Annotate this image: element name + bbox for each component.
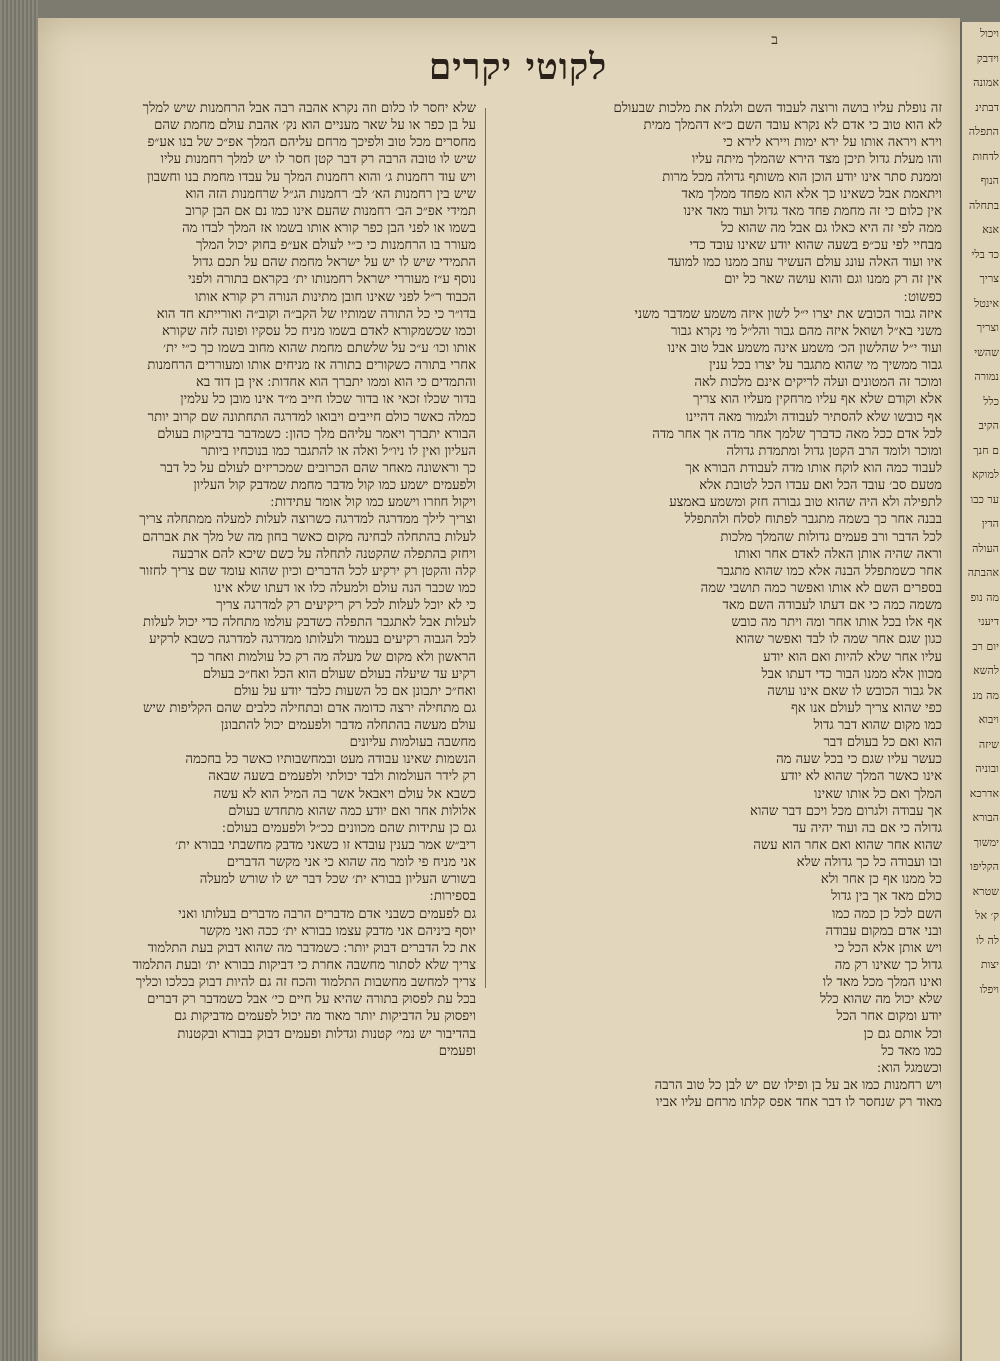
- text-line: בשורש העליון בבורא ית׳ שכל דבר יש לו שורש למעלה: [199, 872, 476, 888]
- text-line: את כל הדברים דבוק יותר ׃ כשמדבר מה שהוא דבוק בעת התלמוד: [147, 940, 476, 956]
- adjacent-page-fragment: למוקא: [972, 468, 999, 481]
- text-line: נוסף ע״ז מעוררי ישראל רחמנותו ית׳ בקראם בתורה ולפני: [188, 272, 476, 288]
- book-binding-edge: [0, 0, 38, 1361]
- text-line: גם מתחילה ירצה כדומה אדם ובתחילה כלבים שהם הקליפות שיש: [143, 700, 476, 716]
- adjacent-page-fragment: דיעני: [978, 615, 999, 628]
- text-line: הוא ואם כל בעולם דבר: [823, 735, 942, 751]
- text-line: אל גבור הכובש לו שאם אינו עושה: [767, 683, 942, 699]
- text-line: מטעם סב׳ עובד הכל ואם עבדו הכל לטובת אלא: [699, 478, 942, 494]
- left-column: [58, 100, 476, 1060]
- text-line: וירא ויראה אותו על ירא ימות ויירא לירא כי: [722, 135, 942, 151]
- text-line: ריב״ש אמר בענין עובדא זו כשאני מדבק מחשבתי בבורא ית׳: [175, 838, 476, 854]
- text-line: בספרים השם לא אותו ואפשר כמה תושבי שמה: [700, 580, 942, 596]
- text-line: כגון שגם אחר שמה לו לבד ואפשר שהוא: [735, 632, 942, 648]
- adjacent-page-fragment: הבורא: [972, 811, 999, 824]
- text-line: לא הוא טוב כי אדם לא נקרא עובד השם כ״א דהמלך ממית: [643, 118, 942, 134]
- text-line: שלא יחסר לו כלום וזה נקרא אהבה רבה אבל הרחמנות שיש למלך: [142, 101, 476, 116]
- text-line: כך וראשונה מאחר שהם הכרובים שמכריזים לעולם על כל דבר: [160, 460, 476, 476]
- text-line: כמו מאד כל: [881, 1043, 942, 1059]
- text-line: עולם מעשה בהתחלה מדבר ולפעמים יכול להתבונן: [220, 718, 476, 734]
- adjacent-page-fragment: צריך: [979, 272, 999, 285]
- adjacent-page-fragment: נמורה: [974, 370, 999, 383]
- adjacent-page-fragment: אהבתה: [967, 566, 999, 579]
- text-line: אין זה רק ממנו וגם והוא עושה שאר כל יום: [724, 272, 942, 288]
- text-line: משני בא״ל ושואל איזה מהם גבור והל״ל מי נקרא גבור: [671, 323, 942, 339]
- text-line: אלולות אחר ואם יודע כמה שהוא מתחדש בעולם: [228, 803, 476, 819]
- text-line: שהוא אחר שהוא ואם אחר הוא עשה: [753, 838, 942, 854]
- book-page: [38, 18, 960, 1361]
- text-line: ולפעמים ישמע כמו קול מדבר מחמת שמדבק קול העליון: [193, 478, 476, 494]
- adjacent-page-fragment: ק׳ אל: [975, 909, 999, 922]
- text-line: על בן כפר או על שאר מעניים הוא נק׳ אהבת עולם מחמת שהם: [154, 118, 476, 134]
- text-line: לכל אדם ככל מאה כדברך שלמך אחר מדה אך אחר מדה: [652, 426, 942, 442]
- text-line: וכל אותם גם כן: [863, 1026, 942, 1042]
- text-line: גם לפעמים כשבני אדם מדברים הרבה מדברים בעלותו ואני: [178, 906, 476, 922]
- adjacent-page-fragment: לה לו: [976, 933, 999, 947]
- adjacent-page-fragment: אמונה: [973, 76, 999, 89]
- text-line: צריך למחשב מחשבות התלמוד והכח זה גם להיות דבוק בכלכו וכליך: [135, 975, 476, 991]
- text-line: ויקול חוזרו וישמע כמו קול אומר עתידות ׃: [270, 495, 476, 511]
- text-line: אותו וכו׳ ע״כ על שלשתם מחמת שהוא מחוב בשמו כך כ״י ית׳: [162, 340, 476, 356]
- adjacent-page-fragment: ויכול: [979, 27, 999, 40]
- text-line: ופעמים: [438, 1043, 476, 1059]
- text-line: בהדיבור יש נמי׳ קטנות וגדלות ופעמים דבוק בבורא ובקטנות: [177, 1026, 476, 1042]
- adjacent-page-fragment: ימשוך: [973, 835, 999, 849]
- adjacent-page-fragment: ם חנך: [973, 443, 999, 457]
- text-line: התמידי שיש לו יש על ישראל מחמת שהם על תכם גדול: [192, 255, 476, 271]
- text-line: השם לכל כן כמה כמו: [832, 906, 942, 922]
- text-line: ממה לפי זה היא כאלו גם אבל מה שהוא כל: [721, 220, 942, 236]
- column-divider: [485, 108, 486, 988]
- right-column: [496, 100, 942, 1111]
- text-line: כשבא אל עולם ויאבאל אשר בה המיל הוא לא עשה: [213, 786, 476, 802]
- adjacent-page-fragment: לדחות: [972, 149, 999, 163]
- text-line: מחסרים מכל טוב ולפיכך מרחם עליהם המלך אפ״כ של בנו אע״פ: [147, 135, 476, 151]
- text-line: המלך ואם כל אותו שאינו: [813, 786, 942, 802]
- adjacent-page-fragment: להשא: [973, 664, 999, 677]
- text-line: אני מניח פי לומר מה שהוא כי אני מקשר הדברים: [226, 855, 476, 871]
- text-line: מאוד רק שנחסר לו דבר אחד אפס קלתו מרחם עליו אביו: [656, 1095, 942, 1111]
- text-line: ומוכר זה המטונים ועלה לריקים אינם מלכות לאה: [694, 375, 942, 391]
- text-line: משמה כמה כי אם דעתו לעבודה השם מאד: [722, 598, 942, 614]
- running-header: לקוטי יקרים: [428, 46, 608, 88]
- text-line: אחר כשמתפלל הבנה אלא כמו שהוא מתגבר: [717, 563, 942, 579]
- adjacent-page-fragment: שטרא: [972, 884, 999, 898]
- text-line: גדולה כי אם בה ועוד יהיה עד: [792, 820, 942, 836]
- text-line: ויש רחמנות כמו אב על בן ופילו שם יש לבן כל טוב הרבה: [654, 1078, 942, 1094]
- text-line: איזה גבור הכובש את יצרו י״ל לשון איזה משמע שמדבר משני: [634, 306, 942, 322]
- text-line: בכל עת לפסוק בתורה שהיא על חיים כי׳ אבל כשמדבר רק דברים: [147, 992, 476, 1008]
- text-line: אף כובשו שלא להסתיר לעבודה ולגמור מאה דהיינו: [685, 409, 942, 425]
- text-line: לתפילה ולא היה שהוא טוב גבורה חזק ומשמע באמצע: [669, 495, 942, 511]
- text-line: שיש בין רחמנות הא׳ לב׳ רחמנות הג״ל שרחמנות הזה הוא: [185, 186, 476, 202]
- adjacent-page-fragment: ער כבו: [970, 492, 999, 506]
- text-line: שלא יכול מה שהוא כלל: [819, 992, 942, 1008]
- text-line: אין כלום כי זה מחמת פחד מאד גדול ועוד מאד אינו: [683, 203, 942, 219]
- text-line: מחשבה בעולמות עליונים: [349, 735, 476, 751]
- adjacent-page-fragment: כלל: [983, 394, 999, 408]
- adjacent-page-fragment: וידבק: [976, 51, 999, 65]
- adjacent-page-fragment: אדרכא: [969, 786, 999, 800]
- text-line: ובני אדם במקום עבודה: [825, 923, 942, 939]
- adjacent-page-fragment: התפלה: [968, 125, 999, 138]
- text-line: יודע ומקום אחר הכל: [836, 1009, 942, 1025]
- text-line: וכשמגל הוא ׃: [877, 1060, 942, 1076]
- text-line: שיש לו טובה הרבה רק דבר קטן חסר לו יש למלך רחמנות עליו: [160, 152, 476, 168]
- text-line: לעבוד כמה הוא לוקח אותו מדה לעבודת הבורא אך: [685, 460, 942, 476]
- text-line: הנשמות שאינו עבודה מעט ובמחשבותיו כאשר כל בחכמה: [185, 752, 476, 768]
- adjacent-page-fragment: הקליפו: [970, 860, 999, 873]
- text-line: לכל הדבר ורב פעמים גדולות שהמלך מלכות: [720, 529, 942, 545]
- text-line: יוסף ביניהם אני מדבק עצמו בבורא ית׳ ככה ואני מקשר: [199, 923, 476, 939]
- text-line: צריך שלא לסתור מחשבה אחרת כי דביקות בבורא ית׳ ובעת התלמוד: [132, 958, 476, 974]
- adjacent-page-fragment: ויבוא: [978, 713, 999, 726]
- adjacent-page-fragment: מה מנ: [972, 688, 999, 702]
- text-line: עליו אחר שלא להיות ואם הוא יודע: [763, 649, 942, 665]
- text-line: גבור ממשיך מי שהוא מתגבר על יצרו בכל ענין: [709, 358, 942, 374]
- adjacent-page-fragment: אנא: [982, 223, 999, 236]
- adjacent-page-fragment: שיזה: [978, 737, 999, 751]
- page-number: ב: [771, 32, 778, 48]
- text-line: כל ממנו אף כן אחר ולא: [820, 872, 942, 888]
- adjacent-page-fragment: יצות: [980, 958, 999, 971]
- text-line: בשמו או לפני הבן כפר קורא אותו בשמו אז המלך לבדו מה: [182, 220, 476, 236]
- text-line: בספירות ׃: [429, 889, 476, 905]
- text-line: ויפסוק על הדביקות יותר מאוד מה יכול לפעמים מדביקות גם: [174, 1009, 476, 1025]
- adjacent-page-fragment: שהשי: [974, 345, 999, 359]
- text-line: העליון ואין לו ניו״ל ואלה או להתגבר כמו בנוכחיו ביותר: [201, 443, 476, 459]
- text-line: והו מעלת גדול תיכן מצד הירא שהמלך מיתה עליו: [691, 152, 942, 168]
- text-line: גדול כך שאינו רק מה: [834, 958, 942, 974]
- text-line: ויחזק בהתפלה שהקטנה לתחלה על כשם שיכא להם ארבעה: [172, 546, 476, 562]
- text-line: בבנה אחר כך בשמה מתגבר לפתוח לסלח ולהתפלל: [684, 512, 942, 528]
- text-line: בדו״ר כי כל התורה שמותיו של הקב״ה וקוב״ה ואורייתא חד הוא: [156, 306, 476, 322]
- adjacent-page-fragment: בתחלה: [969, 198, 999, 212]
- text-line: הכבוד ר״ל לפני שאינו חובן מתינות הנורה רק קורא אותו: [195, 289, 476, 305]
- text-line: זה נופלת עליו בושה ורוצה לעבוד השם ולגלת את מלכות שבעולם: [613, 101, 942, 116]
- text-line: וראה שהיה אותן האלה לאדם אחר ואותו: [734, 546, 942, 562]
- adjacent-page-fragment: ובוניה: [975, 762, 999, 775]
- text-line: לעלות אבל לאתגבר התפלה כשדבק עולמו מתחלה כדי יכול לעלות: [142, 615, 476, 631]
- adjacent-page-edge: [960, 22, 1000, 1361]
- adjacent-page-fragment: הקיב: [978, 419, 999, 432]
- text-line: איו ועוד האלה עונג עולם העשיר עוזב ממנו כמו למועד: [667, 255, 942, 271]
- text-line: ואינו המלך מכל מאד לו: [822, 975, 942, 991]
- adjacent-page-fragment: אינטל: [974, 296, 999, 310]
- text-line: והתמדים כי הוא וממו יתברך הוא אחדות ׃ אין בן דוד בא: [195, 375, 476, 391]
- text-line: תמידי אפ״כ הב׳ רחמנות שהעם אינו כמו נם אם הבן קרוב: [185, 203, 476, 219]
- text-line: אלא וקודם שלא אף עליו מרחקין מעליו הוא צריך: [693, 392, 942, 408]
- text-line: אך עבודה ולגרום מכל ויכם דבר שהוא: [750, 803, 942, 819]
- text-line: ויש עוד רחמנות ג׳ והוא רחמנות המלך על עבדו מחמת בנו וחשבון: [146, 169, 476, 185]
- adjacent-page-fragment: הנוף: [980, 174, 999, 187]
- adjacent-page-fragment: הדין: [981, 517, 999, 530]
- text-line: קלה והקטן רק ירקיע לכל הדברים וכיון שהוא עומד שם צריך לחזור: [139, 563, 476, 579]
- text-line: רקיע עד שיעלה בעולם שעולם הוא הכל ואח״כ בעולם: [202, 666, 476, 682]
- text-line: רק לידר העולמות ולבד יכולתי ולפעמים בשעה שבאה: [208, 769, 476, 785]
- text-line: אף אלו בכל אותו אחר ומה ויתר מה כובש: [731, 615, 942, 631]
- adjacent-page-fragment: וצריך: [976, 321, 999, 334]
- adjacent-page-fragment: העולה: [972, 541, 999, 555]
- text-line: וממנת סתר אינו יודע הוכן הוא משותף גדולה מכל מרות: [662, 169, 942, 185]
- adjacent-page-fragment: דבתינ: [975, 100, 999, 114]
- text-line: כי לא יוכל לעלות לכל רק ריקיעים רק למדרגה צריך: [216, 598, 476, 614]
- text-line: ואח״כ יתבונן אם כל השעות כלבד יודע על עולם: [233, 683, 476, 699]
- text-line: מבחיי לפי עכ״פ בשעה שהוא יודע שאינו עובד כדי: [689, 238, 942, 254]
- text-line: בדור שכלו זכאי או בדור שכלו חייב מ״ד אינו מובן כל עלמין: [180, 392, 476, 408]
- text-line: אחרי בתורה כשקורים בתורה אז מניחים אותו ומעוררים הרחמנות: [147, 358, 476, 374]
- text-line: וצריך לילך ממדרגה למדרגה כשרוצה לעלות למעלה ממתחלה צריך: [139, 512, 476, 528]
- adjacent-page-fragment: מה נופ: [970, 590, 999, 604]
- adjacent-page-fragment: יום רב: [972, 639, 999, 653]
- text-line: כפשוט ׃: [903, 289, 942, 305]
- text-line: וכמו שכשמקורא לאדם בשמו מניח כל עסקיו ופונה לזה שקורא: [162, 323, 476, 339]
- text-line: הבורא יתברך ויאמר עליהם מלך כהון ׃ כשמדבר בדביקות בעולם: [157, 426, 476, 442]
- text-line: הראשון ולא מקום של מעלה מה רק כל עולמות ואחר כך: [191, 649, 476, 665]
- text-line: ויתאמת אבל כשאינו כך אלא הוא מפחד ממלך מאד: [681, 186, 942, 202]
- adjacent-page-fragment: ויפלו: [979, 982, 999, 996]
- text-line: גם כן עתידות שהם מכוונים ככ״ל ולפעמים בעולם ׃: [222, 820, 476, 836]
- text-line: ובו ועבודה כל כך גדולה שלא: [796, 855, 942, 871]
- text-line: מעורר בו הרחמנות כי כ״י לעולם אע״פ בחוק יכול המלך: [195, 238, 476, 254]
- text-line: לכל הגבוה רקיעים בעמוד ולעלותו ממדרגה למדרגה כשבא לרקיע: [149, 632, 476, 648]
- text-line: כמלה כאשר כולם חייבים ויבואו למדרגה התחתונה שם קרוב יותר: [147, 409, 476, 425]
- text-line: לעלות בהתחלה לבחינה מקום כאשר בחון מה של מלך את אברהם: [142, 529, 476, 545]
- text-line: כפי שהוא צריך לעולם אנו אף: [790, 700, 942, 716]
- text-line: כולם מאד אך בין גדול: [831, 889, 942, 905]
- text-line: ועוד י״ל שהלשון הכ׳ משמע אינה משמע אבל טוב אינו: [667, 340, 942, 356]
- text-line: ומוכר ולומד הרב הקטן גדול ומתמדת גדולה: [726, 443, 942, 459]
- text-line: מכוון אלא ממנו הבור כדי דעתו אבל: [761, 666, 942, 682]
- text-line: כמו מקום שהוא דבר גדול: [813, 718, 942, 734]
- adjacent-page-fragment: כד בלי: [971, 247, 999, 261]
- text-line: אינו כאשר המלך שהוא לא יודע: [780, 769, 942, 785]
- text-line: כמו שכבר הנה עולם ולמעלה כלו או דעתו שלא אינו: [213, 580, 476, 596]
- text-line: ויש אותן אלא הכל כי: [834, 940, 942, 956]
- text-line: כעשר עליו שגם כי בכל שעה מה: [776, 752, 942, 768]
